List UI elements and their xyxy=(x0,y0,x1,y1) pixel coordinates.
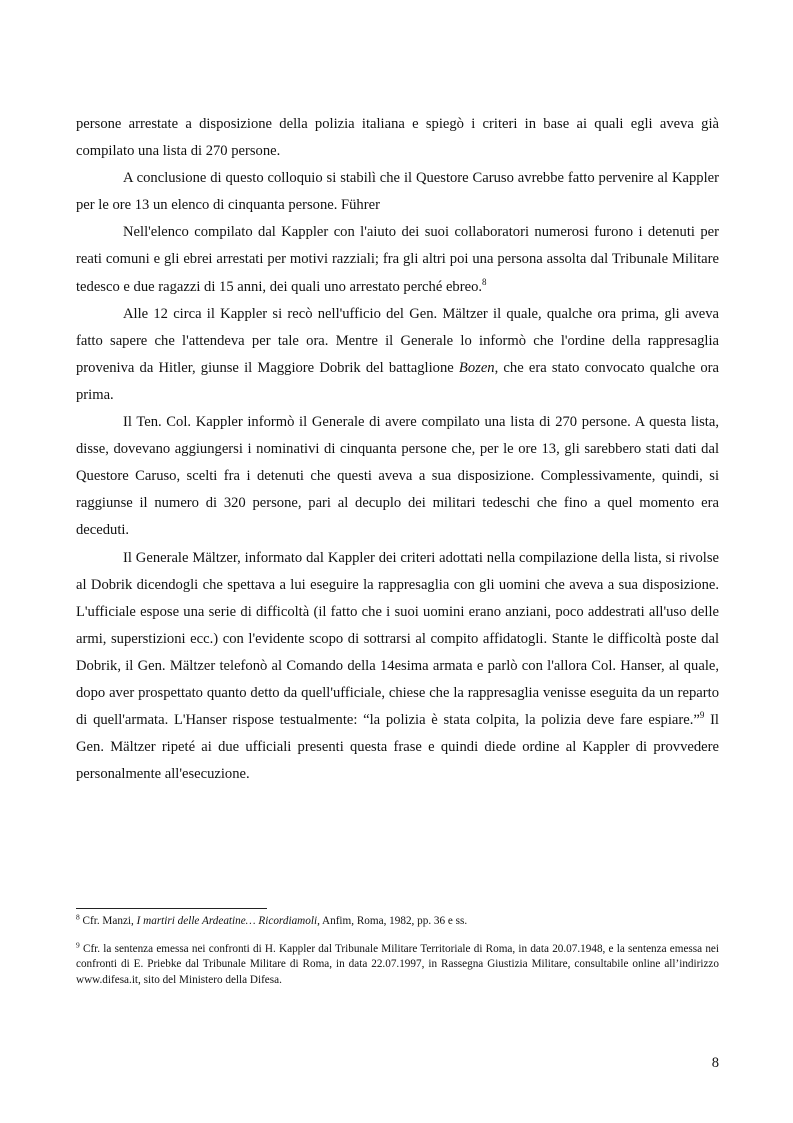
italic-unit-name: Bozen xyxy=(458,359,495,376)
footnotes xyxy=(76,908,719,1000)
footnote-number: 9 xyxy=(76,939,80,949)
footnote-book-title: I martiri delle Ardeatine… Ricordiamoli xyxy=(136,915,318,927)
footnote-separator xyxy=(76,908,267,909)
footnote-8: $^8$ Cfr. Manzi, I martiri delle Ardeatine… Ricordiamoli, Anfim, Roma, 1982, pp. 36 e ss. xyxy=(76,912,468,927)
footnote-9: $^9$ Cfr. la sentenza emessa nei confronti di H. Kappler dal Tribunale Militare Territoriale di Roma, in data 20.07.1948, e la sentenza emessa nei confronti di E. Priebke dal Tribunale Militare di Roma, in data 22.07.1997, in Rassegna Giustizia Militare, consultabile online all’indirizzo www.difesa.it, sito del Ministero della Difesa. xyxy=(76,939,719,986)
footnote-number: 8 xyxy=(76,912,80,922)
paragraph-3: Nell'elenco compilato dal Kappler con l'aiuto dei suoi collaboratori numerosi furono i detenuti per reati comuni e gli ebrei arrestati per motivi razziali; fra gli altri poi una persona assolta dal Tribunale Militare tedesco e due ragazzi di 15 anni, dei quali uno arrestato perché ebreo.$^8$ xyxy=(76,224,719,295)
paragraph-4: Alle 12 circa il Kappler si recò nell'ufficio del Gen. Mältzer il quale, qualche ora prima, gli aveva fatto sapere che l'attendeva per tale ora. Mentre il Generale lo informò che l'ordine della rappresaglia proveniva da Hitler, giunse il Maggiore Dobrik del battaglione Bozen, che era stato convocato qualche ora prima. xyxy=(76,305,720,403)
page-number: 8 xyxy=(711,1055,719,1071)
paragraph-5: Il Ten. Col. Kappler informò il Generale di avere compilato una lista di 270 persone. A questa lista, disse, dovevano aggiungersi i nominativi di cinquanta persone che, per le ore 13, gli sarebbero stati dati dal Questore Caruso, scelti fra i detenuti che questi aveva a sua disposizione. Complessivamente, quindi, si raggiunse il numero di 320 persone, pari al decuplo dei militari tedeschi che fino a quel momento era deceduti. xyxy=(76,414,719,539)
paragraph-6: Il Generale Mältzer, informato dal Kappler dei criteri adottati nella compilazione della lista, si rivolse al Dobrik dicendogli che spettava a lui eseguire la rappresaglia con gli uomini che aveva a sua disposizione. L'ufficiale espose una serie di difficoltà (il fatto che i suoi uomini erano anziani, poco addestrati all'uso delle armi, superstizioni ecc.) con l'evidente scopo di sottrarsi al compito affidatogli. Stante le difficoltà poste dal Dobrik, il Gen. Mältzer telefonò al Comando della 14esima armata e parlò con l'allora Col. Hanser, al quale, dopo aver prospettato quanto detto da quell'ufficiale, chiese che la rappresaglia venisse eseguita da un reparto di quell'armata. L'Hanser rispose testualmente: “la polizia è stata colpita, la polizia deve fare espiare.”$^9$ Il Gen. Mältzer ripeté ai due ufficiali presenti questa frase e quindi diede ordine al Kappler di provvedere personalmente all'esecuzione. xyxy=(76,549,719,783)
footnote-ref-8[interactable]: 8 xyxy=(482,276,487,287)
paragraph-2: A conclusione di questo colloquio si stabilì che il Questore Caruso avrebbe fatto pervenire al Kappler per le ore 13 un elenco di cinquanta persone. Führer xyxy=(76,170,719,214)
body-text xyxy=(76,111,719,788)
document-page xyxy=(76,0,719,1123)
paragraph-1: persone arrestate a disposizione della polizia italiana e spiegò i criteri in base ai quali egli aveva già compilato una lista di 270 persone. xyxy=(76,116,719,160)
footnote-ref-9[interactable]: 9 xyxy=(699,710,705,721)
